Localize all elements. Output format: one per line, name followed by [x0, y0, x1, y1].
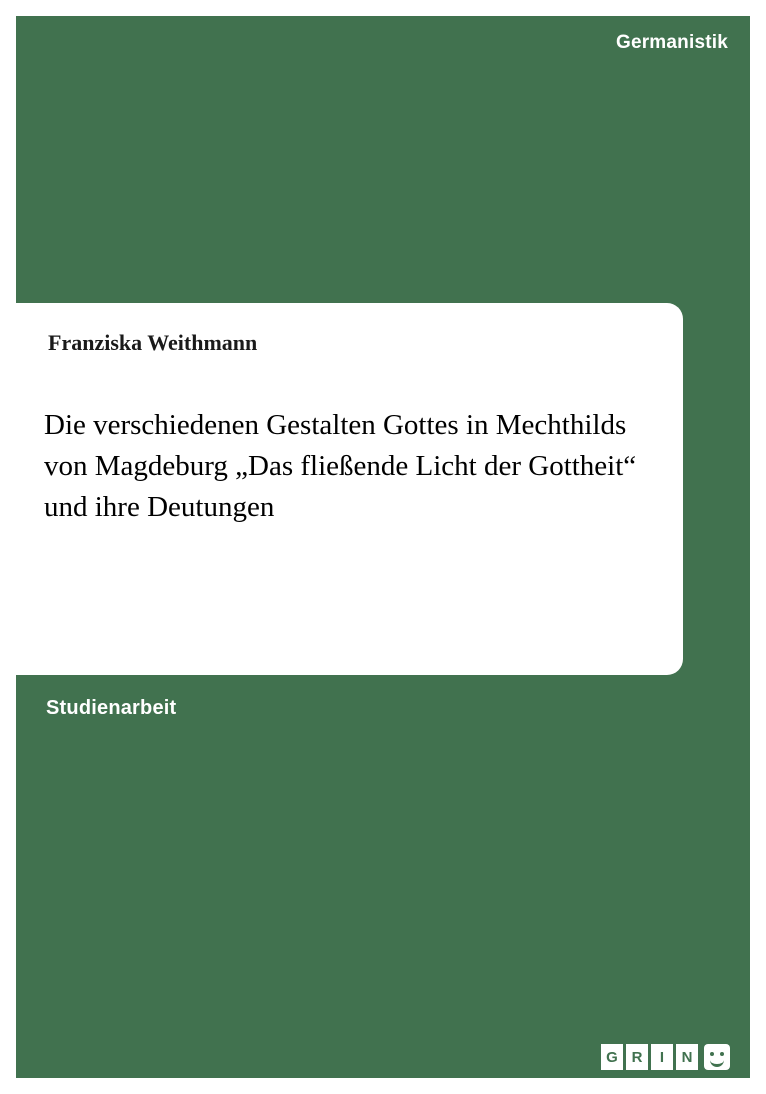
logo-letter-n: N	[676, 1044, 698, 1070]
document-type-label: Studienarbeit	[46, 697, 177, 719]
author-name: Franziska Weithmann	[48, 330, 258, 355]
logo-letter-i: I	[651, 1044, 673, 1070]
logo-letter-r: R	[626, 1044, 648, 1070]
smiley-eye-left	[710, 1052, 714, 1056]
grin-logo	[601, 1044, 730, 1070]
page-title: Die verschiedenen Gestalten Gottes in Mechthilds von Magdeburg „Das fließende Licht der Gottheit“ und ihre Deutungen	[44, 409, 637, 523]
smiley-icon	[704, 1044, 730, 1070]
smiley-eye-right	[720, 1052, 724, 1056]
category-label: Germanistik	[615, 32, 728, 53]
logo-letter-g: G	[601, 1044, 623, 1070]
smiley-mouth	[710, 1057, 724, 1067]
